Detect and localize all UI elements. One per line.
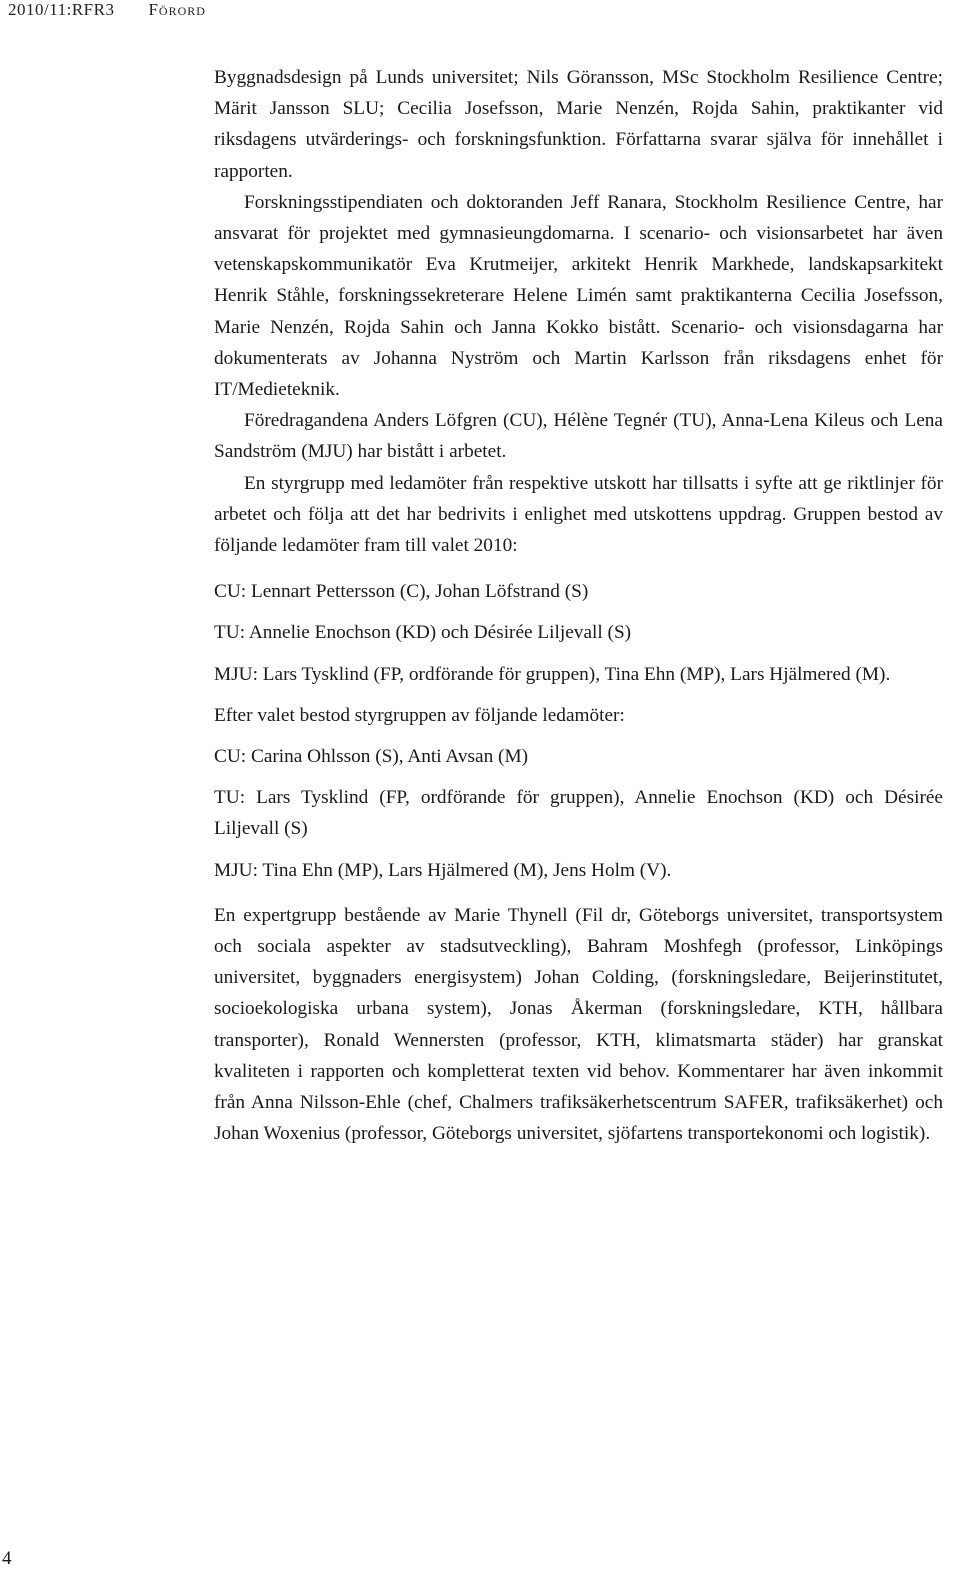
steering-group-before-election bbox=[214, 576, 943, 886]
list-item: TU: Annelie Enochson (KD) och Désirée Liljevall (S) bbox=[214, 622, 632, 644]
section-title: Förord bbox=[148, 0, 206, 19]
page-body bbox=[214, 62, 943, 1150]
list-item: CU: Carina Ohlsson (S), Anti Avsan (M) bbox=[214, 746, 529, 768]
paragraph-expert-group: En expertgrupp bestående av Marie Thynell (Fil dr, Göteborgs universitet, transportsystem och sociala aspekter av stadsutveckling), Bahram Moshfegh (professor, Linköpings universitet, byggnaders energisystem) Johan Colding, (forskningsledare, Beijerinstitutet, socioekologiska urbana system), Jonas Åkerman (forskningsledare, KTH, hållbara transporter), Ronald Wennersten (professor, KTH, klimatsmarta städer) har granskat kvaliteten i rapporten och kompletterat texten vid behov. Kommentarer har även inkommit från Anna Nilsson-Ehle (chef, Chalmers trafiksäkerhetscentrum SAFER, trafiksäkerhet) och Johan Woxenius (professor, Göteborgs universitet, sjöfartens transportekonomi och logistik). bbox=[214, 904, 943, 1145]
running-header bbox=[8, 0, 206, 20]
paragraph-authors: Byggnadsdesign på Lunds universitet; Nils Göransson, MSc Stockholm Resilience Centre; Märit Jansson SLU; Cecilia Josefsson, Marie Nenzén, Rojda Sahin, praktikanter vid riksdagens utvärderings- och forskningsfunktion. Författarna svarar själva för innehållet i rapporten. bbox=[214, 67, 943, 182]
paragraph-project: Forskningsstipendiaten och doktoranden Jeff Ranara, Stockholm Resilience Centre, har ansvarat för projektet med gymnasieungdomarna. I scenario- och visionsarbetet har även vetenskapskommunikatör Eva Krutmeijer, arkitekt Henrik Markhede, landskapsarkitekt Henrik Ståhle, forskningssekreterare Helene Limén samt praktikanterna Cecilia Josefsson, Marie Nenzén, Rojda Sahin och Janna Kokko bistått. Scenario- och visionsdagarna har dokumenterats av Johanna Nyström och Martin Karlsson från riksdagens enhet för IT/Medieteknik. bbox=[214, 191, 943, 401]
document-id: 2010/11:RFR3 bbox=[8, 0, 115, 19]
paragraph-steering-group: En styrgrupp med ledamöter från respektive utskott har tillsatts i syfte att ge riktlinjer för arbetet och följa att det har bedrivits i enlighet med utskottens uppdrag. Gruppen bestod av följande ledamöter fram till valet 2010: bbox=[214, 472, 943, 557]
list-item: CU: Lennart Pettersson (C), Johan Löfstrand (S) bbox=[214, 581, 589, 603]
page-number: 4 bbox=[2, 1548, 12, 1569]
after-election-intro: Efter valet bestod styrgruppen av följande ledamöter: bbox=[214, 704, 625, 726]
list-item: MJU: Tina Ehn (MP), Lars Hjälmered (M), Jens Holm (V). bbox=[214, 859, 672, 881]
list-item: TU: Lars Tysklind (FP, ordförande för gruppen), Annelie Enochson (KD) och Désirée Liljevall (S) bbox=[214, 787, 943, 840]
paragraph-rapporteurs: Föredragandena Anders Löfgren (CU), Hélène Tegnér (TU), Anna-Lena Kileus och Lena Sandström (MJU) har bistått i arbetet. bbox=[214, 410, 943, 463]
list-item: MJU: Lars Tysklind (FP, ordförande för gruppen), Tina Ehn (MP), Lars Hjälmered (M). bbox=[214, 663, 891, 685]
